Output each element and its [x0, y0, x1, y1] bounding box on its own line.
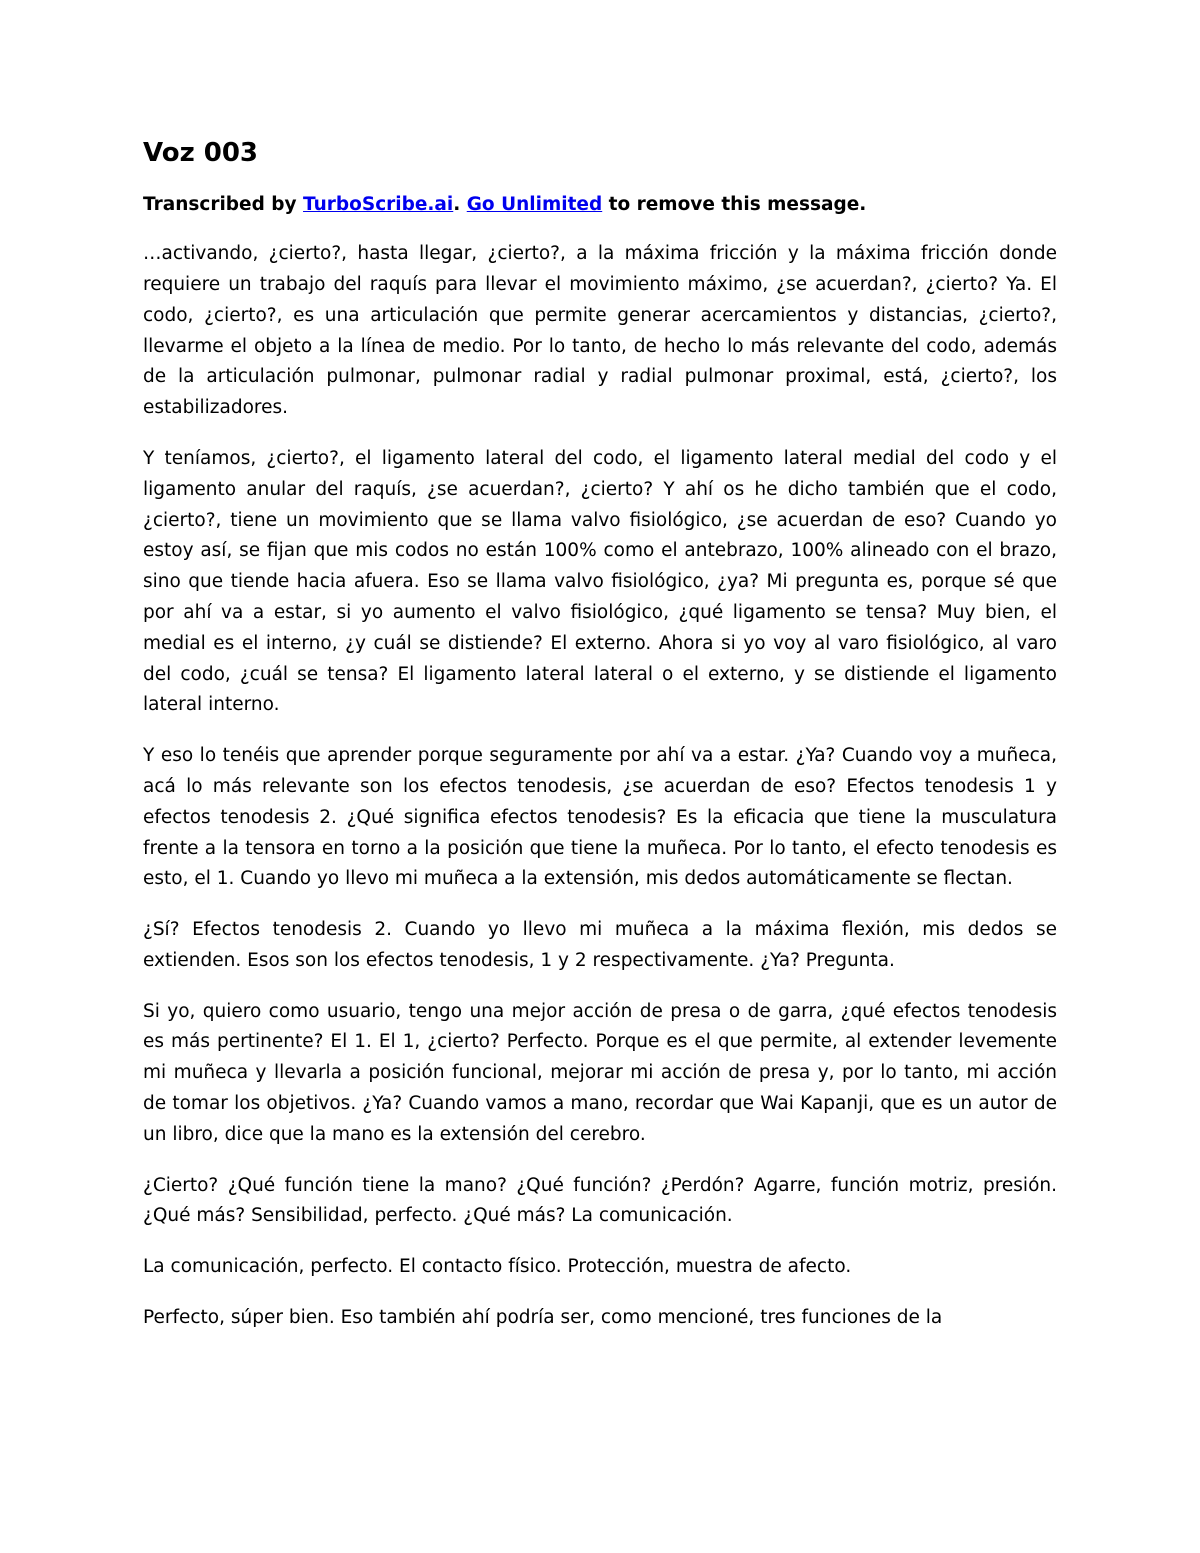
paragraph-2: Y teníamos, ¿cierto?, el ligamento lateral del codo, el ligamento lateral medial del codo y el ligamento anular del raquís, ¿se acuerdan?, ¿cierto? Y ahí os he dicho también que el codo, ¿cierto?, tiene un movimiento que se llama valvo fisiológico, ¿se acuerdan de eso? Cuando yo estoy así, se fijan que mis codos no están 100% como el antebrazo, 100% alineado con el brazo, sino que tiende hacia afuera. Eso se llama valvo fisiológico, ¿ya? Mi pregunta es, porque sé que por ahí va a estar, si yo aumento el valvo fisiológico, ¿qué ligamento se tensa? Muy bien, el medial es el interno, ¿y cuál se distiende? El externo. Ahora si yo voy al varo fisiológico, al varo del codo, ¿cuál se tensa? El ligamento lateral lateral o el externo, y se distiende el ligamento lateral interno.: [143, 447, 1057, 716]
turboscribe-link[interactable]: TurboScribe.ai: [303, 194, 454, 216]
paragraph-3: Y eso lo tenéis que aprender porque seguramente por ahí va a estar. ¿Ya? Cuando voy a muñeca, acá lo más relevante son los efectos tenodesis, ¿se acuerdan de eso? Efectos tenodesis 1 y efectos tenodesis 2. ¿Qué significa efectos tenodesis? Es la eficacia que tiene la musculatura frente a la tensora en torno a la posición que tiene la muñeca. Por lo tanto, el efecto tenodesis es esto, el 1. Cuando yo llevo mi muñeca a la extensión, mis dedos automáticamente se flectan.: [143, 745, 1057, 890]
banner-prefix: Transcribed by: [143, 194, 304, 216]
document-page: [143, 138, 1057, 1354]
document-title: Voz 003: [143, 138, 259, 168]
paragraph-4: ¿Sí? Efectos tenodesis 2. Cuando yo llevo mi muñeca a la máxima flexión, mis dedos se extienden. Esos son los efectos tenodesis, 1 y 2 respectivamente. ¿Ya? Pregunta.: [143, 919, 1057, 971]
transcription-banner: [143, 193, 1057, 218]
paragraph-6: ¿Cierto? ¿Qué función tiene la mano? ¿Qué función? ¿Perdón? Agarre, función motriz, presión. ¿Qué más? Sensibilidad, perfecto. ¿Qué más? La comunicación.: [143, 1174, 1057, 1227]
go-unlimited-link[interactable]: Go Unlimited: [466, 194, 603, 216]
banner-suffix: to remove this message.: [602, 194, 867, 216]
paragraph-8: Perfecto, súper bien. Eso también ahí podría ser, como mencioné, tres funciones de la: [143, 1307, 943, 1329]
paragraph-5: Si yo, quiero como usuario, tengo una mejor acción de presa o de garra, ¿qué efectos tenodesis es más pertinente? El 1. El 1, ¿cierto? Perfecto. Porque es el que permite, al extender levemente mi muñeca y llevarla a posición funcional, mejorar mi acción de presa y, por lo tanto, mi acción de tomar los objetivos. ¿Ya? Cuando vamos a mano, recordar que Wai Kapanji, que es un autor de un libro, dice que la mano es la extensión del cerebro.: [143, 1000, 1057, 1145]
paragraph-1: …activando, ¿cierto?, hasta llegar, ¿cierto?, a la máxima fricción y la máxima fricción donde requiere un trabajo del raquís para llevar el movimiento máximo, ¿se acuerdan?, ¿cierto? Ya. El codo, ¿cierto?, es una articulación que permite generar acercamientos y distancias, ¿cierto?, llevarme el objeto a la línea de medio. Por lo tanto, de hecho lo más relevante del codo, además de la articulación pulmonar, pulmonar radial y radial pulmonar proximal, está, ¿cierto?, los estabilizadores.: [143, 243, 1057, 419]
paragraph-7: La comunicación, perfecto. El contacto físico. Protección, muestra de afecto.: [143, 1256, 852, 1278]
banner-separator: .: [453, 194, 467, 216]
